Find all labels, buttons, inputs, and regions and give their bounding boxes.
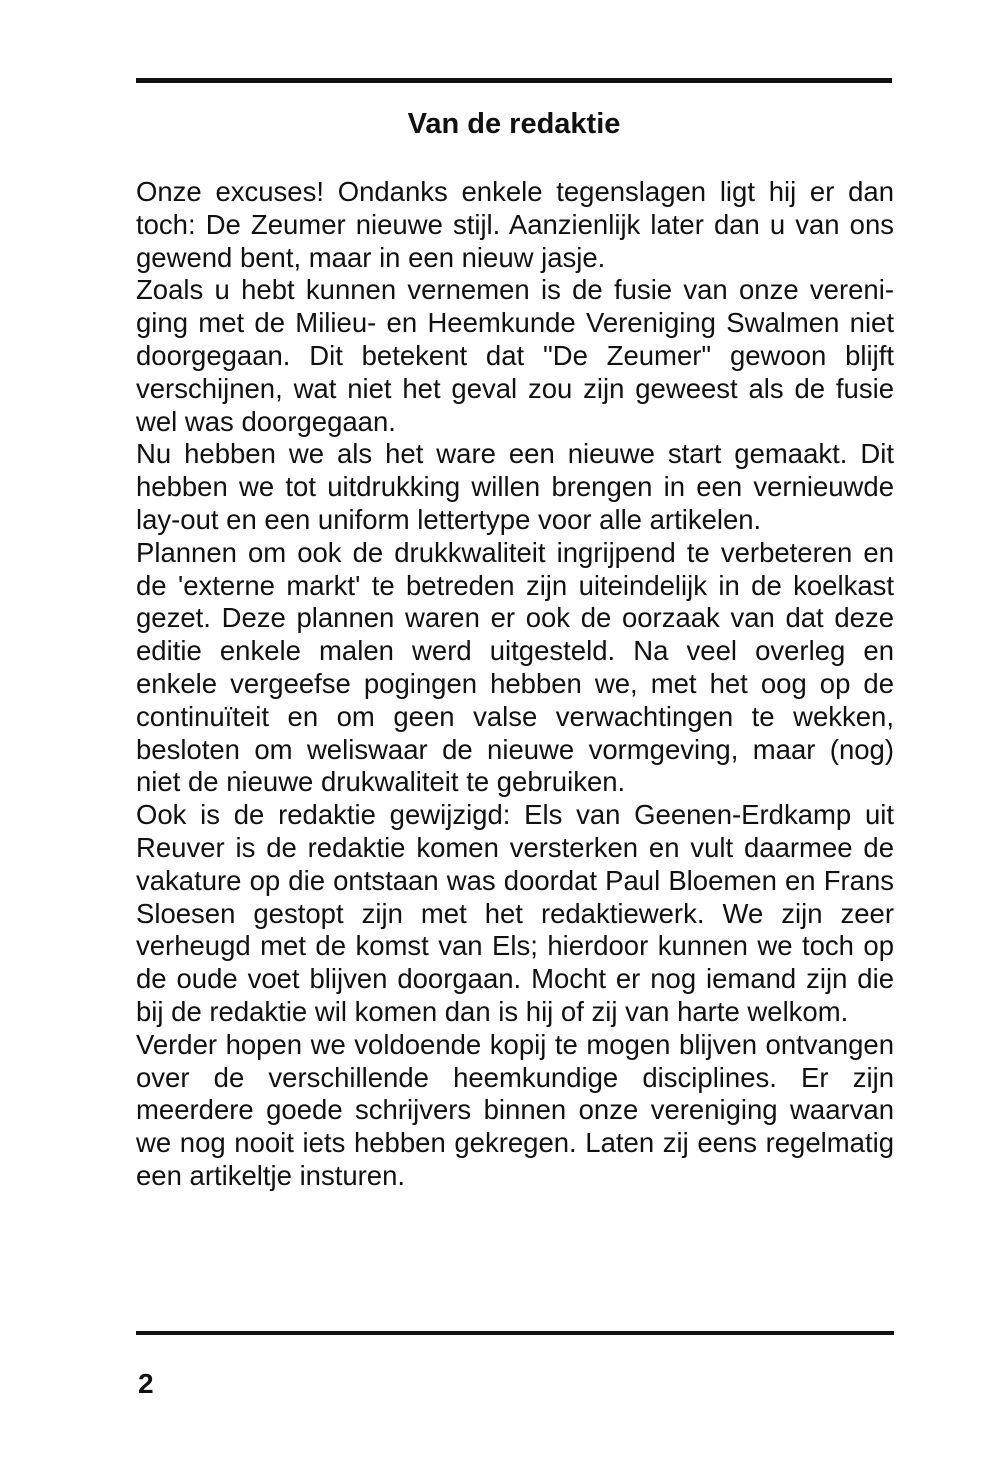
paragraph-1: Onze excuses! Ondanks enkele tegenslagen ligt hij er dan toch: De Zeumer nieuwe stijl. Aanzienlijk later dan u van ons gewend bent, maar in een nieuw jasje. [136, 176, 894, 273]
paragraph-6: Verder hopen we voldoende kopij te mogen blijven ontvangen over de verschillende heemkundige disciplines. Er zijn meerdere goede schrijvers binnen onze vereniging waarvan we nog nooit iets hebben gekregen. Laten zij eens regelmatig een artikeltje insturen. [136, 1028, 894, 1191]
paragraph-5: Ook is de redaktie gewijzigd: Els van Geenen-Erdkamp uit Reuver is de redaktie komen versterken en vult daarmee de vakature op die ontstaan was doordat Paul Bloemen en Frans Sloesen gestopt zijn met het redaktiewerk. We zijn zeer verheugd met de komst van Els; hierdoor kunnen we toch op de oude voet blijven doorgaan. Mocht er nog iemand zijn die bij de redaktie wil komen dan is hij of zij van harte welkom. [136, 799, 894, 1027]
page-number: 2 [138, 1368, 154, 1399]
top-rule [136, 78, 892, 83]
page-title: Van de redaktie [407, 108, 621, 140]
paragraph-3: Nu hebben we als het ware een nieuwe start gemaakt. Dit hebben we tot uitdrukking willen brengen in een vernieuwde lay-out en een uniform lettertype voor alle artikelen. [136, 438, 894, 535]
article-body [136, 176, 894, 1193]
paragraph-2: Zoals u hebt kunnen vernemen is de fusie van onze vereniging met de Milieu- en Heemkunde Vereniging Swalmen niet doorgegaan. Dit betekent dat "De Zeumer" gewoon blijft verschijnen, wat niet het geval zou zijn geweest als de fusie wel was doorgegaan. [136, 274, 894, 437]
paragraph-4: Plannen om ook de drukkwaliteit ingrijpend te verbeteren en de 'externe markt' te betreden zijn uiteindelijk in de koelkast gezet. Deze plannen waren er ook de oorzaak van dat deze editie enkele malen werd uitgesteld. Na veel overleg en enkele vergeefse pogingen hebben we, met het oog op de continuïteit en om geen valse verwachtingen te wekken, besloten om weliswaar de nieuwe vormgeving, maar (nog) niet de nieuwe drukwaliteit te gebruiken. [136, 536, 894, 798]
bottom-rule [136, 1331, 894, 1335]
